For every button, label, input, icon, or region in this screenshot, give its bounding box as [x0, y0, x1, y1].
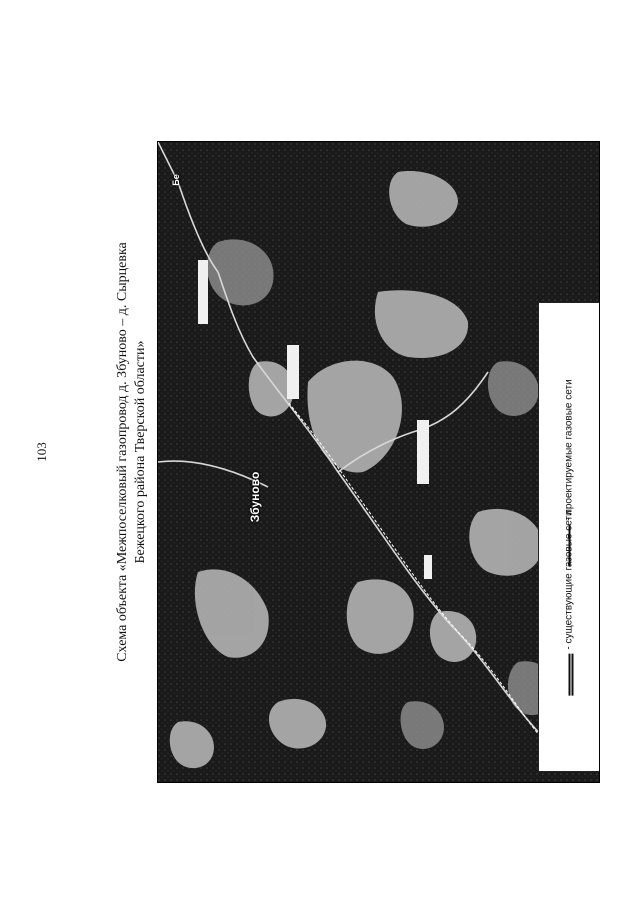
map-note-1	[198, 260, 208, 324]
legend-existing-label: - существующие газовые сети	[563, 510, 575, 650]
satellite-map	[158, 142, 599, 782]
map-note-2	[287, 345, 299, 399]
title-line-2: Бежецкого района Тверской области»	[133, 340, 148, 564]
page-title	[114, 142, 150, 762]
edge-label: Бе	[171, 174, 181, 186]
existing-line-swatch	[568, 654, 570, 696]
map-note-4	[424, 555, 432, 579]
legend-existing	[564, 510, 575, 695]
village-label-zbunovo: Збуново	[248, 471, 262, 523]
legend-planned-label: - проектируемые газовые сети	[563, 379, 575, 521]
page-number: 103	[34, 442, 49, 462]
title-line-1: Схема объекта «Межпоселковый газопровод д. Збуново – д. Сырцевка	[115, 242, 130, 662]
map-image	[157, 141, 600, 783]
map-legend	[538, 302, 600, 772]
map-note-3	[417, 420, 429, 484]
